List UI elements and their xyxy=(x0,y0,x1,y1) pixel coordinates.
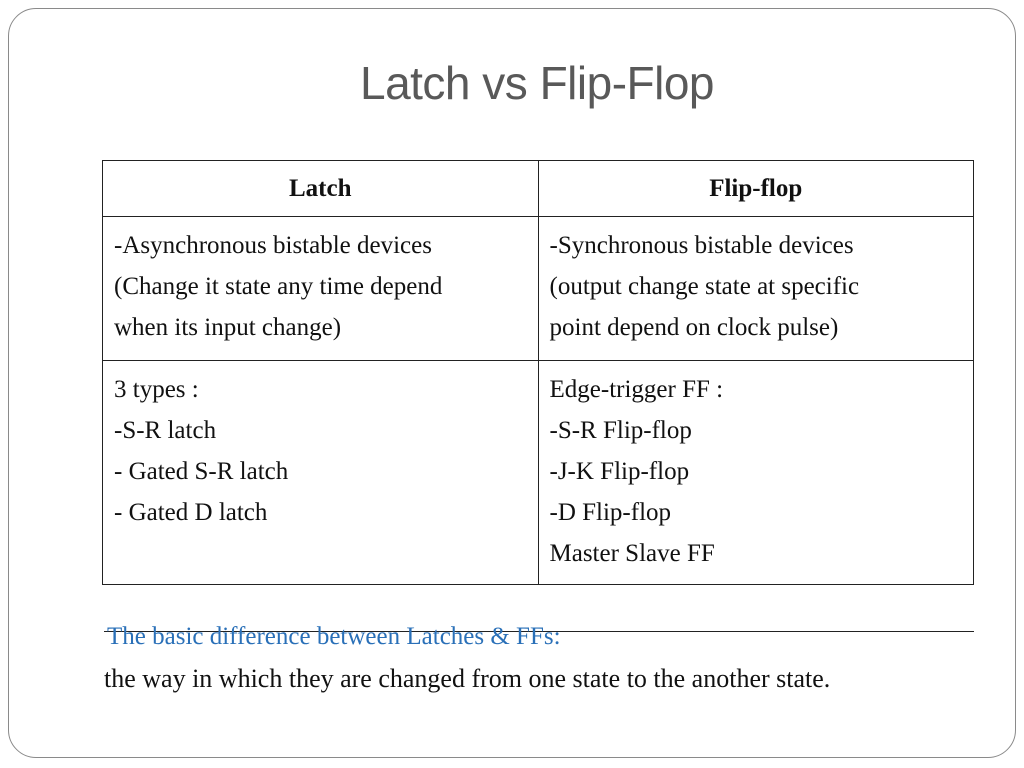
header-latch: Latch xyxy=(103,161,539,217)
cell-line: Edge-trigger FF : xyxy=(549,376,724,403)
cell-line: -Synchronous bistable devices xyxy=(549,232,854,259)
cell-flip-flop-types xyxy=(538,361,974,585)
note-body: the way in which they are changed from one state to the another state. xyxy=(104,664,831,693)
cell-line: Master Slave FF xyxy=(549,540,715,567)
note-heading: The basic difference between Latches & FFs: xyxy=(107,623,561,650)
cell-line: -D Flip-flop xyxy=(549,499,672,526)
cell-line: when its input change) xyxy=(114,314,342,341)
cell-line: (output change state at specific xyxy=(549,273,860,300)
cell-line: -Asynchronous bistable devices xyxy=(114,232,432,259)
cell-line: - Gated D latch xyxy=(114,499,268,526)
table-row xyxy=(103,217,974,361)
cell-latch-description xyxy=(103,217,539,361)
cell-line: - Gated S-R latch xyxy=(114,458,289,485)
comparison-table xyxy=(102,160,974,585)
cell-line: point depend on clock pulse) xyxy=(549,314,839,341)
cell-latch-types xyxy=(103,361,539,585)
table-header-row xyxy=(103,161,974,217)
cell-flip-flop-description xyxy=(538,217,974,361)
cell-line: -S-R latch xyxy=(114,417,217,444)
header-flip-flop: Flip-flop xyxy=(538,161,974,217)
cell-line: (Change it state any time depend xyxy=(114,273,443,300)
cell-line: 3 types : xyxy=(114,376,199,403)
table-row xyxy=(103,361,974,585)
slide-title: Latch vs Flip-Flop xyxy=(359,57,714,109)
cell-line: -S-R Flip-flop xyxy=(549,417,692,444)
cell-line: -J-K Flip-flop xyxy=(549,458,690,485)
